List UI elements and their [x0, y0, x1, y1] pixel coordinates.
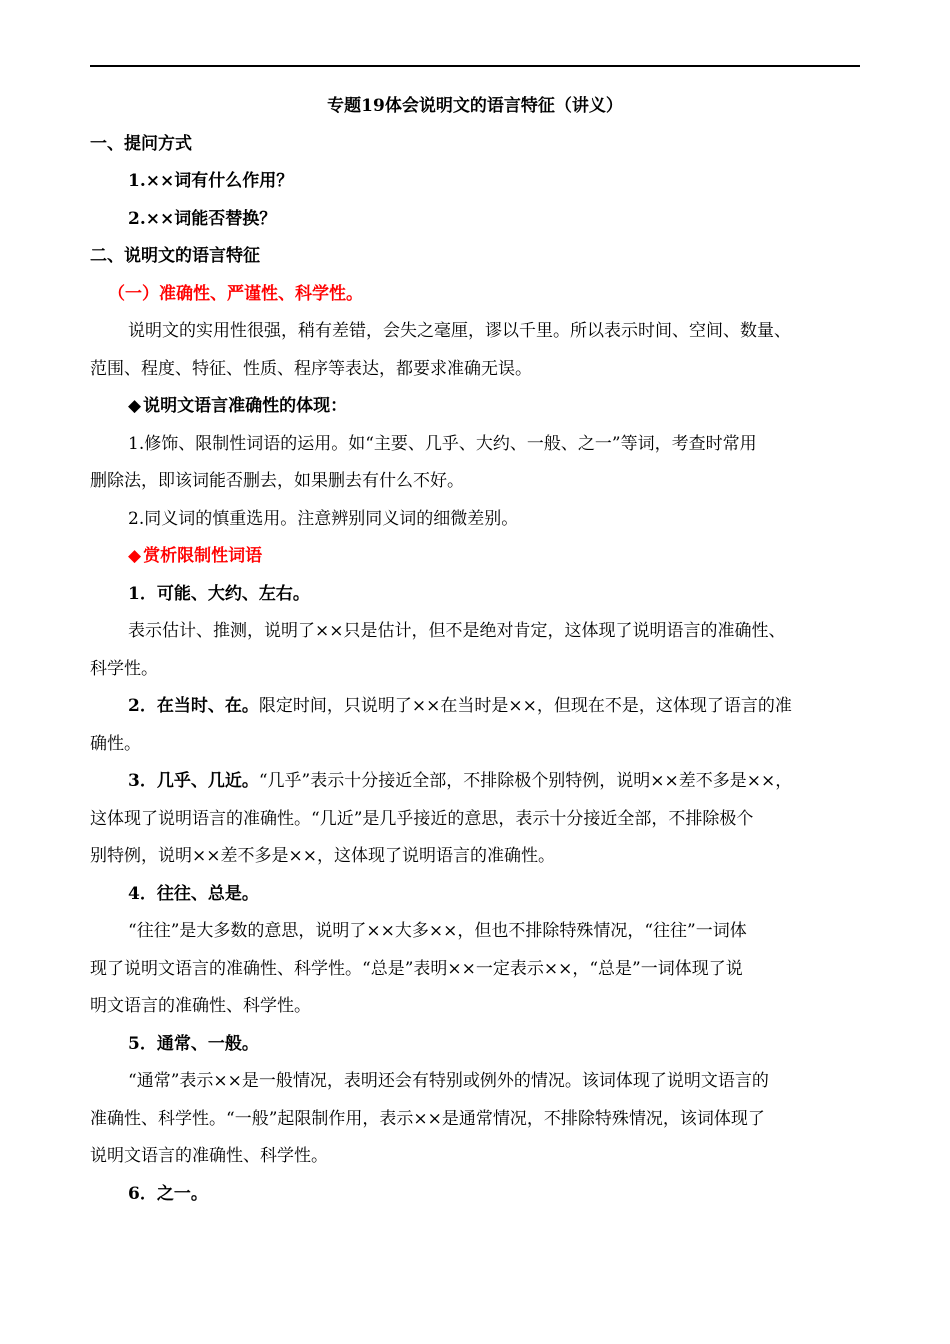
- paragraph-line: 别特例，说明××差不多是××，这体现了说明语言的准确性。: [90, 846, 555, 866]
- paragraph-line: 1.修饰、限制性词语的运用。如“主要、几乎、大约、一般、之一”等词，考查时常用: [128, 433, 757, 454]
- question-2: 2.××词能否替换？: [128, 208, 277, 229]
- embody-heading: [90, 388, 860, 426]
- paragraph-line: 科学性。: [90, 658, 158, 679]
- subsection-accuracy-heading: （一）准确性、严谨性、科学性。: [108, 283, 363, 304]
- item-3-heading: 3．几乎、几近。: [128, 771, 259, 791]
- paragraph-line: 说明文语言的准确性、科学性。: [90, 1146, 328, 1166]
- paragraph-line: 明文语言的准确性、科学性。: [90, 996, 311, 1016]
- diamond-bullet-icon: ◆: [128, 396, 142, 416]
- appreciate-heading: [90, 538, 860, 576]
- section-1-heading: 一、提问方式: [90, 133, 192, 154]
- item-5-heading: 5．通常、一般。: [128, 1033, 259, 1054]
- item-1-heading: 1．可能、大约、左右。: [128, 583, 310, 604]
- header-rule: [90, 65, 860, 67]
- paragraph-line: 删除法，即该词能否删去，如果删去有什么不好。: [90, 471, 464, 491]
- paragraph-line: 范围、程度、特征、性质、程序等表达，都要求准确无误。: [90, 358, 532, 379]
- paragraph-line: “往往”是大多数的意思，说明了××大多××，但也不排除特殊情况，“往往”一词体: [128, 921, 747, 941]
- paragraph-line: 表示估计、推测，说明了××只是估计，但不是绝对肯定，这体现了说明语言的准确性、: [128, 621, 786, 641]
- item-2-line: [90, 688, 860, 726]
- paragraph-line: 说明文的实用性很强，稍有差错，会失之毫厘，谬以千里。所以表示时间、空间、数量、: [128, 321, 791, 341]
- page-title: 专题19体会说明文的语言特征（讲义）: [327, 96, 623, 116]
- document-body: [90, 88, 860, 1213]
- paragraph-line: 准确性、科学性。“一般”起限制作用，表示××是通常情况，不排除特殊情况，该词体现了: [90, 1108, 765, 1129]
- appreciate-heading-text: 赏析限制性词语: [143, 546, 263, 566]
- paragraph-line: 这体现了说明语言的准确性。“几近”是几乎接近的意思，表示十分接近全部，不排除极个: [90, 808, 754, 829]
- paragraph-line: 2.同义词的慎重选用。注意辨别同义词的细微差别。: [128, 508, 519, 529]
- diamond-bullet-icon: ◆: [128, 546, 142, 566]
- item-4-heading: 4．往往、总是。: [128, 883, 259, 904]
- item-3-line: [90, 763, 860, 801]
- paragraph-line: “通常”表示××是一般情况，表明还会有特别或例外的情况。该词体现了说明文语言的: [128, 1071, 769, 1091]
- item-6-heading: 6．之一。: [128, 1183, 208, 1204]
- item-3-text: “几乎”表示十分接近全部，不排除极个别特例，说明××差不多是××，: [258, 771, 793, 791]
- embody-heading-text: 说明文语言准确性的体现：: [143, 396, 348, 416]
- question-1: 1.××词有什么作用？: [128, 171, 294, 191]
- paragraph-line: 确性。: [90, 733, 141, 754]
- paragraph-line: 现了说明文语言的准确性、科学性。“总是”表明××一定表示××，“总是”一词体现了说: [90, 958, 743, 979]
- item-2-heading: 2．在当时、在。: [128, 696, 259, 716]
- section-2-heading: 二、说明文的语言特征: [90, 246, 260, 266]
- item-2-text: 限定时间，只说明了××在当时是××，但现在不是，这体现了语言的准: [258, 696, 792, 716]
